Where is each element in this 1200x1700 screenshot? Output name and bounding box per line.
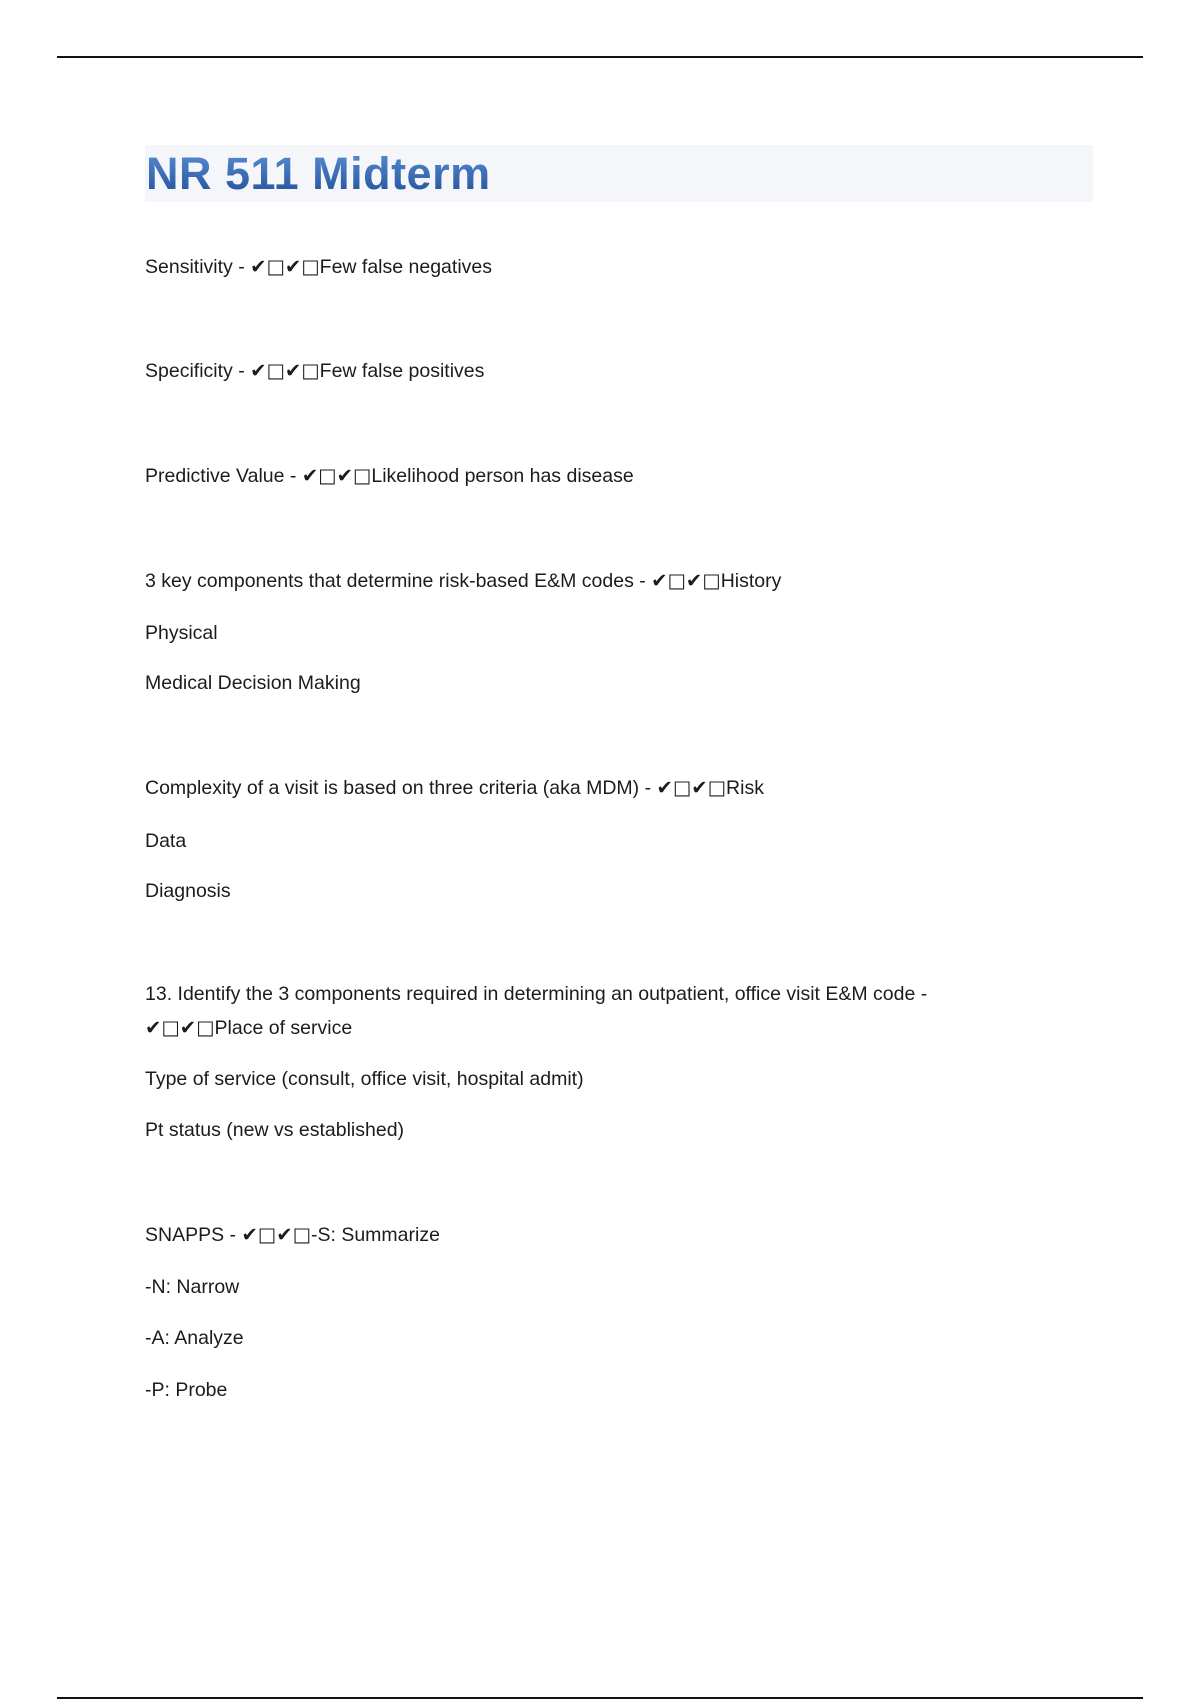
- answer: Few false negatives: [319, 256, 492, 278]
- answer: Few false positives: [319, 360, 485, 382]
- page-title: NR 511 Midterm: [146, 148, 491, 199]
- qa-item: Predictive Value - ✔□✔□Likelihood person has disease: [145, 464, 634, 487]
- answer-line: -A: Analyze: [145, 1327, 244, 1349]
- qa-item: Complexity of a visit is based on three criteria (aka MDM) - ✔□✔□Risk: [145, 776, 764, 799]
- answer-line: Data: [145, 830, 187, 852]
- check-marker: ✔□✔□: [241, 1223, 311, 1246]
- answer: History: [720, 570, 782, 592]
- check-marker: ✔□✔□: [656, 776, 727, 799]
- answer-line: Medical Decision Making: [145, 672, 361, 694]
- bottom-rule: [57, 1697, 1143, 1699]
- qa-item: Sensitivity - ✔□✔□Few false negatives: [145, 255, 492, 278]
- answer: -S: Summarize: [311, 1224, 440, 1246]
- term: Specificity: [145, 360, 233, 382]
- answer: Risk: [726, 777, 764, 799]
- term: Predictive Value: [145, 465, 285, 487]
- answer-line: -P: Probe: [145, 1379, 228, 1401]
- check-marker: ✔□✔□: [651, 569, 721, 592]
- term: Sensitivity: [145, 256, 233, 278]
- top-rule: [57, 56, 1143, 58]
- term: 13. Identify the 3 components required in determining an outpatient, office visit E&M code: [145, 983, 916, 1005]
- answer-line: Physical: [145, 622, 218, 644]
- answer-line: Pt status (new vs established): [145, 1119, 405, 1141]
- qa-item: SNAPPS - ✔□✔□-S: Summarize: [145, 1223, 440, 1246]
- check-marker: ✔□✔□: [250, 255, 320, 278]
- answer: Place of service: [214, 1017, 353, 1039]
- term: SNAPPS: [145, 1224, 225, 1246]
- check-marker: ✔□✔□: [301, 464, 372, 487]
- answer-line: Type of service (consult, office visit, hospital admit): [145, 1068, 584, 1090]
- qa-item: Specificity - ✔□✔□Few false positives: [145, 359, 485, 382]
- check-marker: ✔□✔□: [145, 1016, 215, 1039]
- answer: Likelihood person has disease: [371, 465, 634, 487]
- answer-line: -N: Narrow: [145, 1276, 240, 1298]
- term: 3 key components that determine risk-based E&M codes: [145, 570, 634, 592]
- qa-item: 13. Identify the 3 components required in determining an outpatient, office visit E&M code - ✔□✔□Place of service: [145, 983, 928, 1039]
- check-marker: ✔□✔□: [250, 359, 320, 382]
- answer-line: Diagnosis: [145, 880, 231, 902]
- term: Complexity of a visit is based on three criteria (aka MDM): [145, 777, 640, 799]
- qa-item: 3 key components that determine risk-based E&M codes - ✔□✔□History: [145, 569, 782, 592]
